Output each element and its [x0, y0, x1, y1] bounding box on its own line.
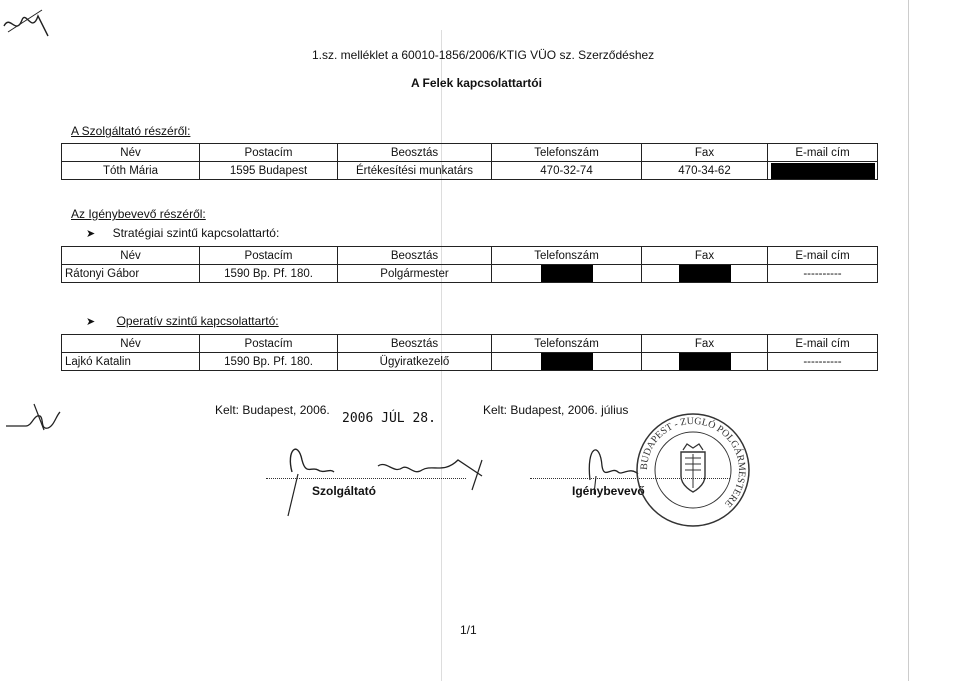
cell-position: Polgármester — [338, 265, 492, 283]
provider-label: Szolgáltató — [312, 484, 377, 498]
operative-contact-table — [61, 334, 878, 371]
table-row — [62, 265, 878, 283]
table-header-row — [62, 335, 878, 353]
cell-phone: 470-32-74 — [492, 162, 642, 180]
column-header: Név — [62, 144, 200, 162]
column-header: E-mail cím — [768, 144, 878, 162]
left-date: Kelt: Budapest, 2006. — [215, 403, 330, 417]
column-header: Telefonszám — [492, 247, 642, 265]
operative-label: Operatív szintű kapcsolattartó: — [116, 314, 279, 328]
redacted-block — [679, 353, 731, 370]
column-header: E-mail cím — [768, 335, 878, 353]
table-row — [62, 162, 878, 180]
cell-phone — [492, 265, 642, 283]
strategic-contact-table — [61, 246, 878, 283]
redacted-block — [541, 265, 593, 282]
redacted-block — [541, 353, 593, 370]
table-header-row — [62, 144, 878, 162]
strategic-label: Stratégiai szintű kapcsolattartó: — [112, 226, 280, 240]
cell-email — [768, 162, 878, 180]
right-date: Kelt: Budapest, 2006. július — [483, 403, 629, 417]
client-section-label: Az Igénybevevő részéről: — [71, 207, 206, 221]
cell-address: 1595 Budapest — [200, 162, 338, 180]
operative-label-row — [86, 314, 279, 328]
arrow-bullet-icon: ➤ — [86, 228, 96, 240]
column-header: E-mail cím — [768, 247, 878, 265]
strategic-label-row — [86, 226, 279, 240]
column-header: Beosztás — [338, 335, 492, 353]
column-header: Beosztás — [338, 144, 492, 162]
redacted-block — [679, 265, 731, 282]
column-header: Név — [62, 247, 200, 265]
column-header: Fax — [642, 335, 768, 353]
cell-name: Tóth Mária — [62, 162, 200, 180]
page-number: 1/1 — [460, 623, 477, 637]
cell-position: Értékesítési munkatárs — [338, 162, 492, 180]
provider-section-label: A Szolgáltató részéről: — [71, 124, 191, 138]
scan-edge-line — [908, 0, 909, 681]
cell-fax — [642, 265, 768, 283]
initials-signature — [4, 400, 64, 441]
page-title: A Felek kapcsolattartói — [411, 76, 542, 90]
cell-name: Lajkó Katalin — [62, 353, 200, 371]
column-header: Név — [62, 335, 200, 353]
cell-email: ---------- — [768, 265, 878, 283]
cell-address: 1590 Bp. Pf. 180. — [200, 265, 338, 283]
arrow-bullet-icon: ➤ — [86, 316, 96, 328]
seal-text: BUDAPEST - ZUGLÓ POLGÁRMESTERE — [638, 415, 748, 510]
provider-contact-table — [61, 143, 878, 180]
column-header: Telefonszám — [492, 144, 642, 162]
official-seal — [633, 410, 753, 535]
table-row — [62, 353, 878, 371]
column-header: Postacím — [200, 335, 338, 353]
cell-address: 1590 Bp. Pf. 180. — [200, 353, 338, 371]
scan-mark-top-left — [2, 6, 50, 45]
column-header: Telefonszám — [492, 335, 642, 353]
client-label: Igénybevevő — [572, 484, 645, 498]
column-header: Postacím — [200, 247, 338, 265]
cell-phone — [492, 353, 642, 371]
cell-fax: 470-34-62 — [642, 162, 768, 180]
provider-signature-line — [266, 478, 466, 479]
column-header: Fax — [642, 247, 768, 265]
table-header-row — [62, 247, 878, 265]
cell-position: Ügyiratkezelő — [338, 353, 492, 371]
column-header: Beosztás — [338, 247, 492, 265]
cell-email: ---------- — [768, 353, 878, 371]
column-header: Fax — [642, 144, 768, 162]
annex-line: 1.sz. melléklet a 60010-1856/2006/KTIG VÜO sz. Szerződéshez — [312, 48, 655, 62]
cell-name: Rátonyi Gábor — [62, 265, 200, 283]
column-header: Postacím — [200, 144, 338, 162]
left-date-stamp: 2006 JÚL 28. — [342, 411, 436, 426]
redacted-block — [771, 163, 875, 179]
cell-fax — [642, 353, 768, 371]
